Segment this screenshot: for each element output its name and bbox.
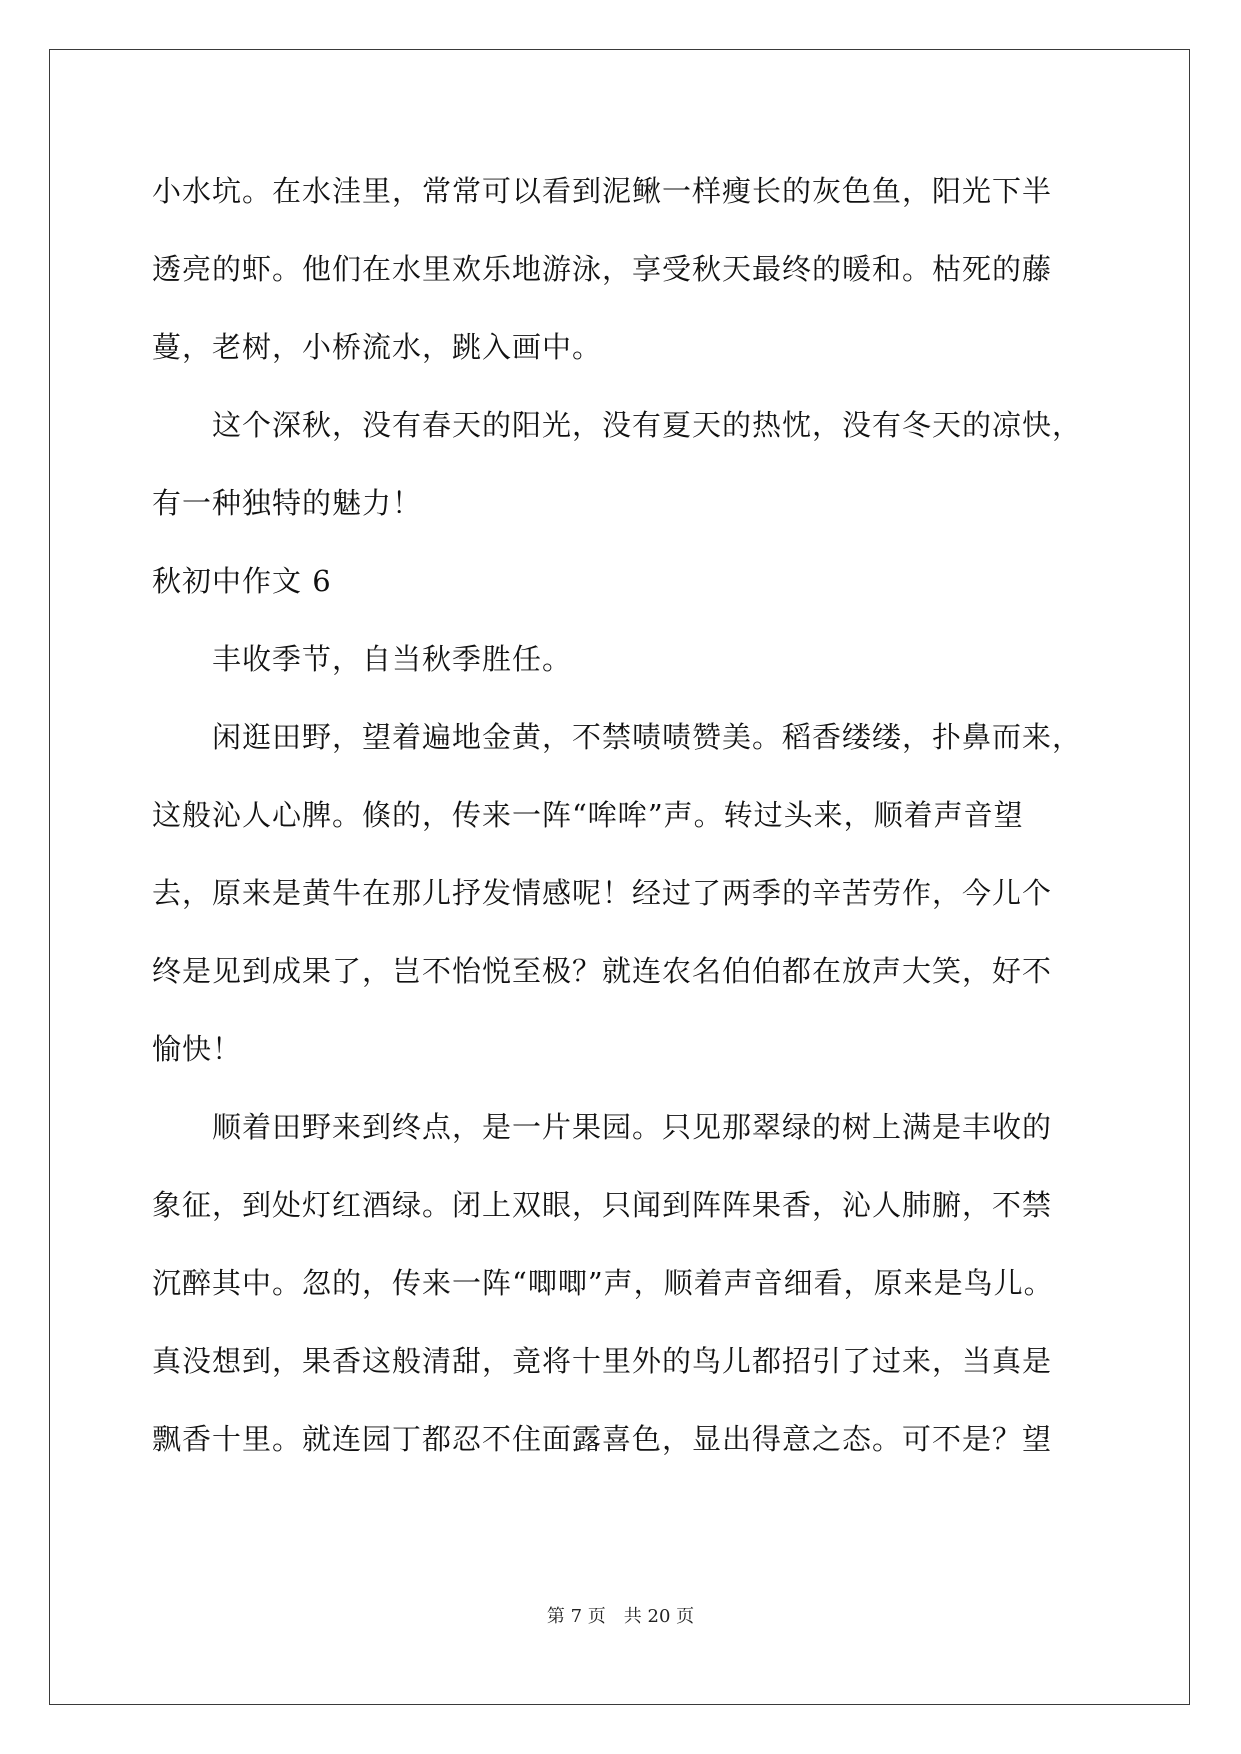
text-line: 飘香十里。就连园丁都忍不住面露喜色，显出得意之态。可不是？望 <box>152 1422 1053 1456</box>
text-line: 有一种独特的魅力！ <box>152 486 423 520</box>
text-line: 象征，到处灯红酒绿。闭上双眼，只闻到阵阵果香，沁人肺腑，不禁 <box>152 1188 1053 1222</box>
text-line: 小水坑。在水洼里，常常可以看到泥鳅一样瘦长的灰色鱼，阳光下半 <box>152 174 1053 208</box>
text-line: 真没想到，果香这般清甜，竟将十里外的鸟儿都招引了过来，当真是 <box>152 1344 1053 1378</box>
text-line: 蔓，老树，小桥流水，跳入画中。 <box>152 330 603 364</box>
text-line: 丰收季节，自当秋季胜任。 <box>152 642 573 676</box>
text-line: 这个深秋，没有春天的阳光，没有夏天的热忱，没有冬天的凉快， <box>152 408 1083 442</box>
text-line: 沉醉其中。忽的，传来一阵“唧唧”声，顺着声音细看，原来是鸟儿。 <box>152 1266 1054 1300</box>
section-heading: 秋初中作文 6 <box>152 564 332 598</box>
page-number-footer: 第 7 页 共 20 页 <box>546 1606 695 1627</box>
text-line: 终是见到成果了，岂不怡悦至极？就连农名伯伯都在放声大笑，好不 <box>152 954 1053 988</box>
text-line: 愉快！ <box>152 1032 243 1066</box>
document-body <box>152 152 1112 1478</box>
text-line: 透亮的虾。他们在水里欢乐地游泳，享受秋天最终的暖和。枯死的藤 <box>152 252 1053 286</box>
text-line: 去，原来是黄牛在那儿抒发情感呢！经过了两季的辛苦劳作，今儿个 <box>152 876 1053 910</box>
text-line: 这般沁人心脾。倏的，传来一阵“哞哞”声。转过头来，顺着声音望 <box>152 798 1024 832</box>
text-line: 闲逛田野，望着遍地金黄，不禁啧啧赞美。稻香缕缕，扑鼻而来， <box>152 720 1083 754</box>
text-line: 顺着田野来到终点，是一片果园。只见那翠绿的树上满是丰收的 <box>152 1110 1053 1144</box>
